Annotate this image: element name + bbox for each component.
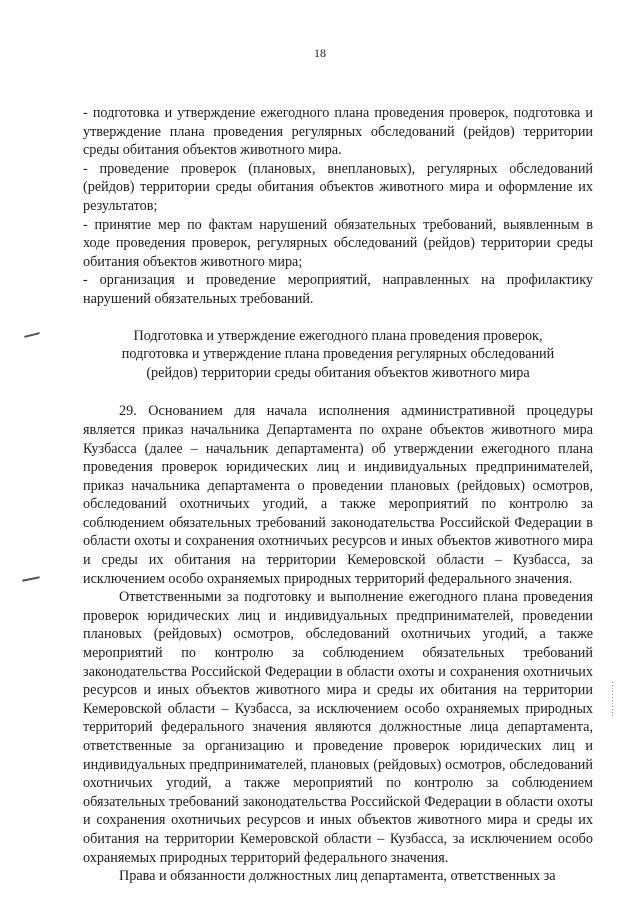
paragraph: Ответственными за подготовку и выполнение ежегодного плана проведения проверок юридических лиц и индивидуальных предпринимателей, проведении плановых (рейдовых) осмотров, обследований охотничьих угодий, а также мероприятий по контролю за соблюдением обязательных требований законодательства Российской Федерации в области охоты и сохранения охотничьих ресурсов и иных объектов животного мира и среды их обитания на территории Кемеровской области – Кузбасса, за исключением особо охраняемых природных территорий федерального значения являются должностные лица департамента, ответственные за организацию и проведение проверок юридических лиц и индивидуальных предпринимателей, плановых (рейдовых) осмотров, обследований охотничьих угодий, а также мероприятий по контролю за соблюдением обязательных требований законодательства Российской Федерации в области охоты и сохранения охотничьих ресурсов и иных объектов животного мира и среды их обитания на территории Кемеровской области – Кузбасса, за исключением особо охраняемых природных территорий федерального значения. (83, 589, 593, 866)
document-body (83, 104, 593, 886)
list-item: - проведение проверок (плановых, внеплановых), регулярных обследований (рейдов) территории среды обитания объектов животного мира и оформление их результатов; (83, 160, 593, 214)
paragraph: Права и обязанности должностных лиц департамента, ответственных за (119, 868, 556, 885)
list-item: - принятие мер по фактам нарушений обязательных требований, выявленным в ходе проведения проверок, регулярных обследований (рейдов) территории среды обитания объектов животного мира; (83, 216, 593, 270)
paragraph: 29. Основанием для начала исполнения административной процедуры является приказ начальника Департамента по охране объектов животного мира Кузбасса (далее – начальник департамента) об утверждении ежегодного плана проведения проверок юридических лиц и индивидуальных предпринимателей, приказ начальника департамента о проведении плановых (рейдовых) осмотров, обследований охотничьих угодий, а также мероприятий по контролю за соблюдением обязательных требований законодательства Российской Федерации в области охоты и сохранения охотничьих ресурсов и иных объектов животного мира и среды их обитания на территории Кемеровской области – Кузбасса, за исключением особо охраняемых природных территорий федерального значения. (83, 403, 593, 587)
list-item: - организация и проведение мероприятий, направленных на профилактику нарушений обязательных требований. (83, 272, 593, 307)
edge-dots (612, 682, 613, 716)
section-heading: Подготовка и утверждение ежегодного плана проведения проверок, подготовка и утверждение плана проведения регулярных обследований (рейдов) территории среды обитания объектов животного мира (121, 327, 555, 381)
hole-punch-mark-top (24, 332, 40, 338)
hole-punch-mark-bottom (22, 576, 40, 582)
page-number: 18 (314, 46, 326, 60)
list-item: - подготовка и утверждение ежегодного плана проведения проверок, подготовка и утверждение плана проведения регулярных обследований (рейдов) территории среды обитания объектов животного мира. (83, 105, 593, 159)
